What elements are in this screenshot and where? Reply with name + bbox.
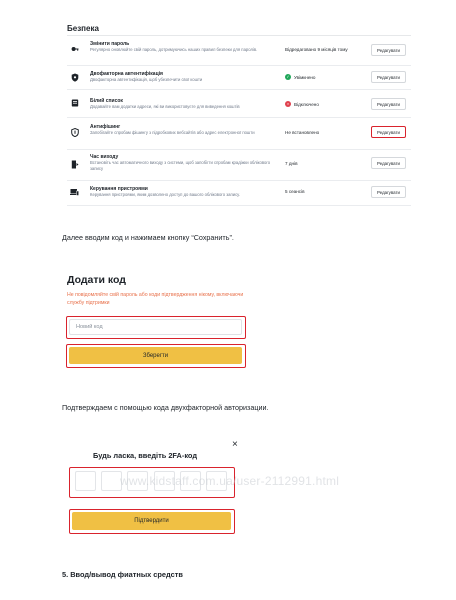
edit-button[interactable]: Редагувати — [371, 71, 406, 83]
devices-icon — [70, 188, 79, 196]
row-status — [285, 161, 298, 166]
twofa-title: Будь ласка, введіть 2FA-код — [93, 451, 198, 460]
watermark: www.kidstaff.com.ua/user-2112991.html — [120, 474, 340, 488]
row-status — [285, 101, 319, 107]
edit-button[interactable]: Редагувати — [371, 157, 406, 169]
row-description: Встановіть час автоматичного виходу з системи, щоб запобігти спробам крадіжки облікового запису — [90, 160, 271, 171]
status-text: Відключено — [294, 101, 319, 107]
row-title: Двофакторна автентифікація — [90, 71, 163, 77]
key-icon — [70, 45, 79, 53]
security-row-whitelist — [67, 90, 411, 118]
status-text: 7 днів — [285, 161, 298, 166]
check-icon: ✓ — [286, 74, 290, 79]
row-description: Керування пристроями, яким дозволено доступ до вашого облікового запису. — [90, 192, 240, 197]
confirm-highlight — [69, 509, 235, 534]
save-highlight — [66, 344, 246, 368]
row-status — [285, 47, 348, 52]
whitelist-icon — [70, 99, 79, 107]
security-row-logout-time — [67, 150, 411, 181]
status-text: Увімкнено — [294, 74, 316, 80]
row-description: Запобігайте спробам фішингу з підробкових вебсайтів або адрес електронної пошти — [90, 130, 255, 135]
edit-button[interactable]: Редагувати — [371, 186, 406, 198]
row-status — [285, 189, 305, 194]
row-description: Двофакторна автентифікація, щоб убезпечити свої кошти — [90, 77, 203, 82]
edit-button-highlighted[interactable]: Редагувати — [371, 126, 406, 138]
status-text: Відредаговано 9 місяців тому — [285, 47, 348, 52]
status-text: 5 сеансів — [285, 189, 305, 194]
section-heading: 5. Ввод/вывод фиатных средств — [62, 570, 183, 579]
input-highlight — [66, 316, 246, 339]
code-digit-cell[interactable] — [75, 471, 96, 491]
security-row-devices — [67, 181, 411, 206]
security-row-change-password — [67, 37, 411, 66]
shield-icon — [70, 73, 79, 81]
instruction-text: Подтверждаем с помощью кода двухфакторной авторизации. — [62, 403, 269, 412]
row-title: Керування пристроями — [90, 186, 148, 192]
row-status — [285, 130, 319, 135]
security-row-2fa — [67, 66, 411, 90]
logout-icon — [70, 160, 79, 168]
antiphishing-icon — [70, 128, 79, 136]
row-title: Змінити пароль — [90, 41, 130, 47]
edit-button[interactable]: Редагувати — [371, 44, 406, 56]
close-icon[interactable]: × — [232, 439, 238, 450]
divider — [67, 35, 411, 36]
code-digit-cell[interactable] — [101, 471, 122, 491]
row-description: Додавайте вам додатки адреси, які ви використовуєте для виведення коштів — [90, 104, 240, 109]
save-button[interactable]: Зберегти — [69, 347, 242, 364]
row-status — [285, 74, 315, 80]
row-title: Час виходу — [90, 154, 119, 160]
new-code-input[interactable]: Новий код — [69, 319, 242, 335]
row-title: Антифішинг — [90, 124, 121, 130]
security-title: Безпека — [67, 24, 99, 33]
row-description: Регулярно оновлюйте свій пароль, дотримуючись наших правил безпеки для паролів. — [90, 47, 258, 52]
edit-button[interactable]: Редагувати — [371, 98, 406, 110]
add-code-title: Додати код — [67, 274, 126, 286]
row-title: Білий список — [90, 98, 123, 104]
confirm-button[interactable]: Підтвердити — [72, 512, 231, 530]
security-row-antiphishing — [67, 118, 411, 150]
warning-text: Не повідомляйте свій пароль або коди підтвердження нікому, включаючи службу підтримки — [67, 292, 244, 306]
status-text: Не встановлено — [285, 130, 320, 135]
x-icon: × — [286, 101, 290, 106]
instruction-text: Далее вводим код и нажимаем кнопку “Сохранить”. — [62, 233, 234, 242]
